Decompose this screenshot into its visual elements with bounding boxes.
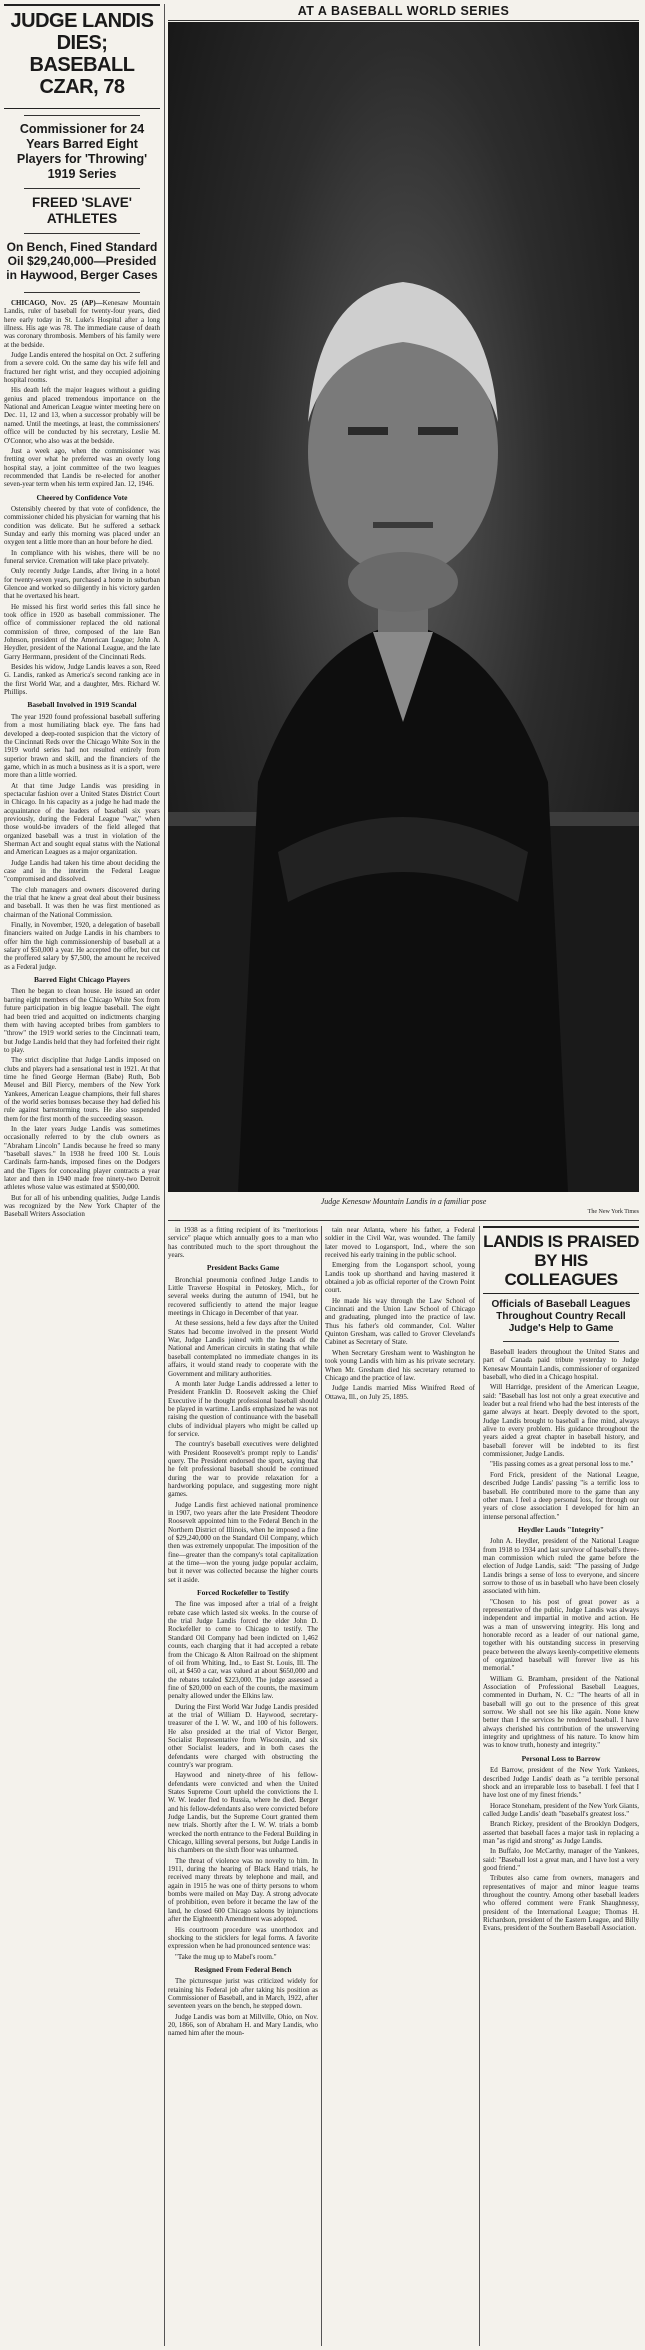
paragraph: The picturesque jurist was criticized widely for retaining his Federal job after taking his position as Commissioner of Baseball, and in March, 1922, after seventeen years on the bench, he stepped down. bbox=[168, 1977, 318, 2011]
paragraph: Finally, in November, 1920, a delegation of baseball financiers waited on Judge Landis in his chambers to offer him the high commissionership of baseball at a salary of $50,000 a year. He accepted the offer, but cut the proffered salary by $7,500, the amount he received as a Federal judge. bbox=[4, 921, 160, 971]
paragraph: Judge Landis entered the hospital on Oct. 2 suffering from a severe cold. On the same day his wife fell and fractured her right wrist, and they occupied adjoining hospital rooms. bbox=[4, 351, 160, 385]
second-headline: LANDIS IS PRAISED BY HIS COLLEAGUES bbox=[483, 1232, 639, 1289]
rule bbox=[168, 1220, 639, 1221]
paragraph: Just a week ago, when the commissioner was fretting over what he preferred was an overly long hospital stay, a joint committee of the two leagues recommended that Landis be re-elected for another seven-year term when his term expired Jan. 12, 1946. bbox=[4, 446, 160, 489]
paragraph: Only recently Judge Landis, after living in a hotel for twenty-seven years, purchased a home in suburban Glencoe and worked so diligently in his victory garden that he overtaxed his heart. bbox=[4, 567, 160, 601]
lead-deck-2: FREED 'SLAVE' ATHLETES bbox=[32, 195, 132, 226]
paragraph: The club managers and owners discovered during the trial that he knew a great deal about their business and baseball. It was then he was first mentioned as chairman of the National Commission. bbox=[4, 885, 160, 919]
paragraph: In compliance with his wishes, there will be no funeral service. Cremation will take place privately. bbox=[4, 548, 160, 565]
paragraph: Then he began to clean house. He issued an order barring eight members of the Chicago White Sox from future participation in big league baseball. The eight had been tried and acquitted on indictments charging them with having accepted bribes from gamblers to "throw" the 1919 world series to the Cincinnati team, but Judge Landis held that they had forfeited their right to play. bbox=[4, 987, 160, 1054]
subhead: Resigned From Federal Bench bbox=[194, 1964, 292, 1974]
article-column-3 bbox=[325, 1226, 475, 1403]
paragraph: When Secretary Gresham went to Washington he took young Landis with him as his private secretary. When Mr. Gresham died his secretary returned to Chicago and the practice of law. bbox=[325, 1348, 475, 1382]
rule bbox=[24, 233, 140, 234]
paragraph: But for all of his unbending qualities, Judge Landis was recognized by the New York Chapter of the Baseball Writers Association bbox=[4, 1193, 160, 1219]
paragraph: "Chosen to his post of great power as a representative of the public, Judge Landis was always independent and impartial in motive and action. He was a man of unswerving integrity. His long and honorable record as a leader of our national game, together with his outstanding success in preserving peace between the always keenly-competitive elements of organized baseball will forever live as his memorial." bbox=[483, 1597, 639, 1673]
second-headline-block bbox=[483, 1226, 639, 1294]
newspaper-page bbox=[4, 4, 641, 2346]
photo-banner: AT A BASEBALL WORLD SERIES bbox=[297, 4, 510, 18]
paragraph: A month later Judge Landis addressed a letter to President Franklin D. Roosevelt asking the Chief Executive if he thought professional baseball should be played in wartime. Landis emphasized he was not raising the question of continuance with the baseball clubs of individual players who might be called up for service. bbox=[168, 1379, 318, 1438]
subhead: Forced Rockefeller to Testify bbox=[197, 1588, 289, 1598]
paragraph: Haywood and ninety-three of his fellow-defendants were convicted and when the United States Supreme Court upheld the convictions the I. W. W. leader fled to Russia, where he died. Berger and his fellow-defendants also were convicted before Judge Landis, but the Supreme Court granted them new trials. Shortly after the I. W. W. trials a bomb wrecked the north entrance to the Federal Building in Chicago, killing several persons, but Judge Landis in his chambers on the sixth floor was unharmed. bbox=[168, 1771, 318, 1855]
lead-deck-1: Commissioner for 24 Years Barred Eight Players for 'Throwing' 1919 Series bbox=[16, 122, 148, 181]
paragraph: His courtroom procedure was unorthodox and shocking to the sticklers for legal forms. A favorite expression when he had pronounced sentence was: bbox=[168, 1925, 318, 1951]
photo-caption: Judge Kenesaw Mountain Landis in a familiar pose bbox=[320, 1197, 487, 1206]
paragraph: tain near Atlanta, where his father, a Federal soldier in the Civil War, was wounded. The family later moved to Logansport, Ind., where the son received his early training in the public school. bbox=[325, 1226, 475, 1260]
paragraph: in 1938 as a fitting recipient of its "meritorious service" plaque which annually goes to a man who has contributed much to the sport throughout the years. bbox=[168, 1226, 318, 1260]
subhead: Heydler Lauds "Integrity" bbox=[517, 1524, 605, 1534]
article-column-4 bbox=[483, 1226, 639, 1935]
paragraph: Judge Landis first achieved national prominence in 1907, two years after the late President Theodore Roosevelt appointed him to the Federal Bench in the Northern District of Illinois, when he imposed a fine of $29,240,000 on the Standard Oil Company, which then was extremely unpopular. The imposition of the fine—greater than the company's total capitalization at the time—won the young judge popular acclaim, but it never was collected because the higher courts set it aside. bbox=[168, 1500, 318, 1584]
second-deck: Officials of Baseball Leagues Throughout Country Recall Judge's Help to Game bbox=[491, 1299, 631, 1334]
rule bbox=[24, 188, 140, 189]
paragraph: In Buffalo, Joe McCarthy, manager of the Yankees, said: "Baseball lost a great man, and I have lost a very good friend." bbox=[483, 1847, 639, 1872]
paragraph: Besides his widow, Judge Landis leaves a son, Reed G. Landis, ranked as America's second ranking ace in the first World War, and a daughter, Mrs. Richard W. Phillips. bbox=[4, 663, 160, 697]
subhead: Cheered by Confidence Vote bbox=[36, 492, 128, 502]
photo-credit: The New York Times bbox=[587, 1209, 639, 1215]
paragraph: Branch Rickey, president of the Brooklyn Dodgers, asserted that baseball faces a major task in replacing a man "as rigid and strong" as Judge Landis. bbox=[483, 1820, 639, 1845]
subhead: President Backs Game bbox=[206, 1263, 280, 1273]
paragraph: At that time Judge Landis was presiding in spectacular fashion over a United States District Court in Chicago. In his capacity as a judge he had made the acquaintance of the leaders of baseball six years previously, during the Federal League "war," when those would-be invaders of the field alleged that organized baseball was a trust in violation of the Sherman Act and sought equal status with the National and American Leagues as a major organization. bbox=[4, 781, 160, 857]
subhead: Personal Loss to Barrow bbox=[521, 1753, 601, 1763]
paragraph: Emerging from the Logansport school, young Landis took up shorthand and having mastered it obtained a job as official reporter of the Crown Point court. bbox=[325, 1261, 475, 1295]
paragraph: Tributes also came from owners, managers and representatives of major and minor league teams throughout the country. Among other baseball leaders who offered comment were Frank Shaughnessy, president of the International League; Thomas H. Richardson, president of the Eastern League, and Billy Evans, president of the Southern Baseball Association. bbox=[483, 1874, 639, 1933]
paragraph: Judge Landis was born at Millville, Ohio, on Nov. 20, 1866, son of Abraham H. and Mary Landis, who named him after the moun- bbox=[168, 2012, 318, 2038]
paragraph: Horace Stoneham, president of the New York Giants, called Judge Landis' death "baseball's greatest loss." bbox=[483, 1801, 639, 1818]
paragraph: Will Harridge, president of the American League, said: "Baseball has lost not only a great executive and leader but a real friend who had the best interests of the game always at heart. Deeply devoted to the sport, Judge Landis brought to baseball a fine mind, always alive to every problem. His guidance throughout the years aided a great chapter in baseball history, and baseball forever will be indebted to its first commissioner, Judge Landis. bbox=[483, 1383, 639, 1459]
paragraph: William G. Bramham, president of the National Association of Professional Baseball Leagues, commented in Durham, N. C.: "The hearts of all in baseball will go out to the presence of this great sorrow. We shall not see his like again. None knew better than I the services he rendered baseball. I have always cherished his contribution of the unswerving integrity and uprightness of his nature. To know him was to know truth, honesty and integrity." bbox=[483, 1674, 639, 1750]
paragraph: Ford Frick, president of the National League, described Judge Landis' passing "is a terrific loss to baseball. He contributed more to the game than any other man. I feel a deep personal loss, for through our years of close association I developed for him an intense personal affection." bbox=[483, 1470, 639, 1521]
paragraph: The year 1920 found professional baseball suffering from a most humiliating black eye. The fans had developed a deep-rooted suspicion that the victory of the Cincinnati Reds over the Chicago White Sox in the 1919 world series had not resulted entirely from superior brawn and skill, and the financiers of the game, which in as much a business as it is a sport, were more than a little worried. bbox=[4, 712, 160, 780]
column-rule bbox=[479, 1226, 480, 2346]
subhead: Barred Eight Chicago Players bbox=[34, 975, 130, 985]
photo-judge-landis bbox=[168, 22, 639, 1192]
rule bbox=[24, 115, 140, 116]
rule bbox=[24, 292, 140, 293]
paragraph: The strict discipline that Judge Landis imposed on clubs and players had a sensational test in 1921. At that time he fined George Herman (Babe) Ruth, Bob Meusel and Bill Piercy, members of the New York Yankees, American League champions, their full shares of the world series bonuses because they had defied his rule against barnstorming tours. He also suspended them for the first month of the succeeding season. bbox=[4, 1056, 160, 1123]
paragraph: "His passing comes as a great personal loss to me." bbox=[490, 1460, 634, 1469]
paragraph: At these sessions, held a few days after the United States had become involved in the present World War, Judge Landis joined with the heads of the National and American circuits in stating that while baseball contemplated no immediate changes in its affairs, it would stand ready to cooperate with the Government and military authorities. bbox=[168, 1319, 318, 1378]
lead-deck-3: On Bench, Fined Standard Oil $29,240,000—Presided in Haywood, Berger Cases bbox=[6, 240, 158, 282]
paragraph: During the First World War Judge Landis presided at the trial of William D. Haywood, secretary-treasurer of the I. W. W., and 100 of his followers. He also presided at the trial of Victor Berger, Socialist Representative from Wisconsin, and six other Socialist leaders, and in both cases the defendants were charged with obstructing the country's war program. bbox=[168, 1702, 318, 1769]
paragraph-text: Kenesaw Mountain Landis, ruler of baseball for twenty-four years, died here early today in St. Luke's Hospital after a long illness. His age was 78. The immediate cause of death was coronary thrombosis. Members of his family were at the bedside. bbox=[4, 299, 160, 349]
paragraph: Judge Landis had taken his time about deciding the case and in the interim the Federal League "compromised and dissolved. bbox=[4, 858, 160, 884]
paragraph: Bronchial pneumonia confined Judge Landis to Little Traverse Hospital in Petoskey, Mich., for several weeks during the autumn of 1941, but he recovered sufficiently to attend the major league meetings in Chicago in December of that year. bbox=[168, 1275, 318, 1318]
paragraph: Ed Barrow, president of the New York Yankees, described Judge Landis' death as "a terrible personal shock and an irreparable loss to baseball. I feel that I have lost one of my finest friends." bbox=[483, 1766, 639, 1800]
paragraph: His death left the major leagues without a guiding genius and placed tremendous importance on the National and American League winter meeting here on Dec. 11, 12 and 13, when a successor probably will be named. Until the meetings, at least, the commissioners' office will be conducted by his secretary, Leslie M. O'Connor, who also was at the bedside. bbox=[4, 386, 160, 445]
lead-article-column bbox=[4, 4, 160, 1221]
paragraph: Baseball leaders throughout the United States and part of Canada paid tribute yesterday to Judge Kenesaw Mountain Landis, commissioner of organized baseball, who died in a Chicago hospital. bbox=[483, 1348, 639, 1382]
rule bbox=[503, 1341, 619, 1342]
column-rule bbox=[321, 1226, 322, 2346]
rule bbox=[168, 20, 639, 21]
lead-headline-block bbox=[4, 4, 160, 109]
column-rule bbox=[164, 4, 165, 2346]
photo-image bbox=[168, 22, 639, 1192]
lead-headline-line1: JUDGE LANDIS DIES; bbox=[10, 10, 154, 54]
paragraph: In the later years Judge Landis was sometimes occasionally referred to by the club owners as "Abraham Lincoln" Landis because he freed so many "baseball slaves." In 1938 he freed 100 St. Louis Cardinals farm-hands, imposed fines on the Dodgers and the Tigers for concealing player contracts a year later and then in 1940 made free ninety-two Detroit athletes whose value was estimated at $500,000. bbox=[4, 1124, 160, 1192]
lead-first-paragraph bbox=[4, 299, 160, 349]
paragraph: John A. Heydler, president of the National League from 1918 to 1934 and last survivor of baseball's three-man commission which ruled the game before the election of Judge Landis, said: "The passing of Judge Landis brings a sense of loss to everyone, and sincere sorrow to those of us in baseball who have been closely associated with him. bbox=[483, 1537, 639, 1596]
paragraph: He missed his first world series this fall since he took office in 1920 as baseball commissioner. The office of commissioner replaced the old national commission of three, composed of the late Ban Johnson, president of the American League; John A. Heydler, president of the National League, and the late Garry Herrmann, president of the Cincinnati Reds. bbox=[4, 602, 160, 661]
paragraph: The fine was imposed after a trial of a freight rebate case which lasted six weeks. In the course of the trial Judge Landis forced the elder John D. Rockefeller to come to Chicago to testify. The Standard Oil Company had been indicted on 1,462 counts, each charging that it had accepted a rebate from the Chicago & Alton Railroad on the shipment of oil from Whiting, Ind., to East St. Louis, Ill. The oil, at $450 a car, was valued at about $650,000 and the rebates totaled $223,000. The judge assessed a fine of $20,000 on each of the counts, the maximum penalty allowed under the Elkins law. bbox=[168, 1600, 318, 1701]
paragraph: Ostensibly cheered by that vote of confidence, the commissioner chided his physician for warning that his condition was delicate. But he suffered a setback Sunday and early this morning was placed under an oxygen tent a little more than an hour before he died. bbox=[4, 504, 160, 547]
paragraph: The threat of violence was no novelty to him. In 1911, during the hearing of Black Hand trials, he received many threats by telephone and mail, and again in 1915 he was one of thirty persons to whom bombs were mailed on May Day. A strong advocate of prohibition, even before it became the law of the land, he closed 600 Chicago saloons by injunctions after the Eighteenth Amendment was adopted. bbox=[168, 1856, 318, 1924]
subhead: Baseball Involved in 1919 Scandal bbox=[27, 700, 137, 710]
lead-headline-line2: BASEBALL CZAR, 78 bbox=[29, 54, 135, 98]
paragraph: The country's baseball executives were delighted with President Roosevelt's prompt reply to Landis' query. The President endorsed the sport, saying that he felt professional baseball should be continued during the war to provide relaxation for a hardworking populace, and suggesting more night games. bbox=[168, 1440, 318, 1499]
photo-caption-block bbox=[168, 1197, 639, 1217]
paragraph: Judge Landis married Miss Winifred Reed of Ottawa, Ill., on July 25, 1895. bbox=[325, 1384, 475, 1401]
article-column-2 bbox=[168, 1226, 318, 2040]
paragraph: "Take the mug up to Mabel's room." bbox=[175, 1952, 277, 1961]
paragraph: He made his way through the Law School of Cincinnati and the Union Law School of Chicago and graduating, plunged into the practice of law. Thus his father's old commander, Col. Walter Quinton Gresham, was called to Grover Cleveland's Cabinet as Secretary of State. bbox=[325, 1296, 475, 1347]
dateline: CHICAGO, Nov. 25 (AP)— bbox=[11, 299, 103, 307]
